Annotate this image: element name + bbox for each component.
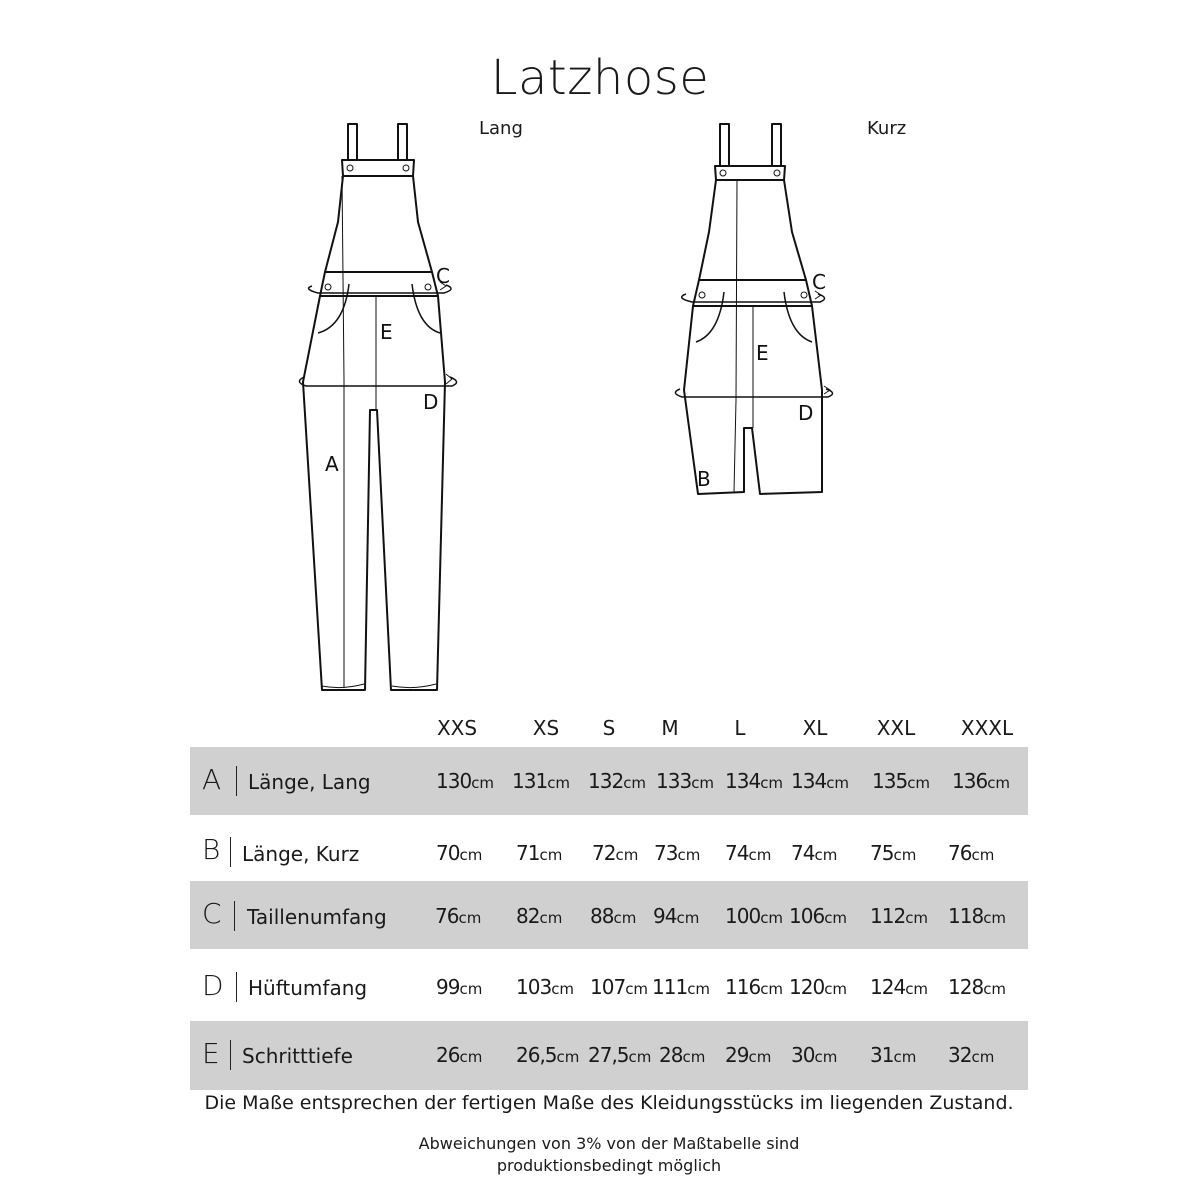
row-label: Länge, Lang	[248, 770, 371, 794]
table-cell: 29cm	[725, 1043, 772, 1067]
table-cell: 76cm	[948, 841, 995, 865]
table-cell: 26cm	[436, 1043, 483, 1067]
row-label: Taillenumfang	[247, 905, 387, 929]
size-header-cell: S	[602, 716, 616, 740]
table-cell: 75cm	[870, 841, 917, 865]
table-cell: 118cm	[948, 904, 1007, 928]
marker-d-long: D	[423, 390, 439, 414]
row-label: Schritttiefe	[242, 1044, 353, 1068]
size-header-cell: L	[734, 716, 746, 740]
table-cell: 131cm	[512, 769, 571, 793]
row-divider	[230, 1040, 231, 1070]
table-cell: 130cm	[436, 769, 495, 793]
row-label: Hüftumfang	[248, 976, 368, 1000]
table-row	[190, 815, 1028, 881]
marker-e-short: E	[756, 341, 769, 365]
table-cell: 70cm	[436, 841, 483, 865]
table-cell: 136cm	[952, 769, 1011, 793]
size-header-cell: XS	[532, 716, 560, 740]
tolerance-note-line-1: Abweichungen von 3% von der Maßtabelle sind	[418, 1134, 800, 1153]
row-divider	[234, 901, 235, 931]
table-row	[190, 881, 1028, 949]
marker-c-long: C	[436, 264, 450, 288]
row-letter: D	[202, 969, 224, 1002]
table-cell: 94cm	[653, 904, 700, 928]
table-cell: 107cm	[590, 975, 649, 999]
row-label: Länge, Kurz	[242, 842, 360, 866]
table-cell: 134cm	[791, 769, 850, 793]
long-dungarees-drawing	[299, 124, 456, 690]
table-cell: 128cm	[948, 975, 1007, 999]
marker-e-long: E	[380, 320, 393, 344]
size-header-cell: M	[661, 716, 679, 740]
size-header-cell: XXS	[436, 716, 478, 740]
table-cell: 72cm	[592, 841, 639, 865]
table-cell: 76cm	[435, 904, 482, 928]
table-cell: 88cm	[590, 904, 637, 928]
table-cell: 73cm	[654, 841, 701, 865]
size-header-cell: XXL	[876, 716, 916, 740]
marker-d-short: D	[798, 401, 814, 425]
table-cell: 120cm	[789, 975, 848, 999]
table-cell: 74cm	[791, 841, 838, 865]
tolerance-note-line-2: produktionsbedingt möglich	[496, 1156, 722, 1175]
table-cell: 30cm	[791, 1043, 838, 1067]
row-letter: A	[202, 763, 222, 796]
size-header-cell: XXXL	[960, 716, 1014, 740]
table-cell: 103cm	[516, 975, 575, 999]
table-cell: 112cm	[870, 904, 929, 928]
table-cell: 26,5cm	[516, 1043, 580, 1067]
row-letter: C	[202, 897, 222, 930]
table-cell: 111cm	[652, 975, 711, 999]
table-cell: 82cm	[516, 904, 563, 928]
table-cell: 132cm	[588, 769, 647, 793]
table-row	[190, 1021, 1028, 1090]
table-cell: 135cm	[872, 769, 931, 793]
marker-b-short: B	[697, 467, 711, 491]
table-cell: 106cm	[789, 904, 848, 928]
row-divider	[236, 972, 237, 1002]
page-title: Latzhose	[490, 50, 710, 106]
table-cell: 116cm	[725, 975, 784, 999]
measurement-note: Die Maße entsprechen der fertigen Maße des Kleidungsstücks im liegenden Zustand.	[204, 1092, 1014, 1114]
table-row	[190, 949, 1028, 1021]
table-cell: 27,5cm	[588, 1043, 652, 1067]
table-cell: 100cm	[725, 904, 784, 928]
variant-label-short: Kurz	[867, 118, 907, 139]
table-cell: 133cm	[656, 769, 715, 793]
table-cell: 134cm	[725, 769, 784, 793]
marker-a-long: A	[325, 452, 339, 476]
table-cell: 31cm	[870, 1043, 917, 1067]
row-letter: B	[202, 833, 221, 866]
row-divider	[236, 766, 237, 796]
table-row	[190, 747, 1028, 815]
row-letter: E	[202, 1037, 220, 1070]
table-cell: 74cm	[725, 841, 772, 865]
row-divider	[230, 837, 231, 867]
table-cell: 32cm	[948, 1043, 995, 1067]
table-cell: 28cm	[659, 1043, 706, 1067]
table-cell: 99cm	[436, 975, 483, 999]
table-cell: 71cm	[516, 841, 563, 865]
table-cell: 124cm	[870, 975, 929, 999]
short-dungarees-drawing	[675, 124, 832, 494]
tolerance-note	[0, 1133, 1200, 1177]
marker-c-short: C	[812, 270, 826, 294]
size-header-cell: XL	[802, 716, 828, 740]
variant-label-long: Lang	[479, 118, 523, 139]
